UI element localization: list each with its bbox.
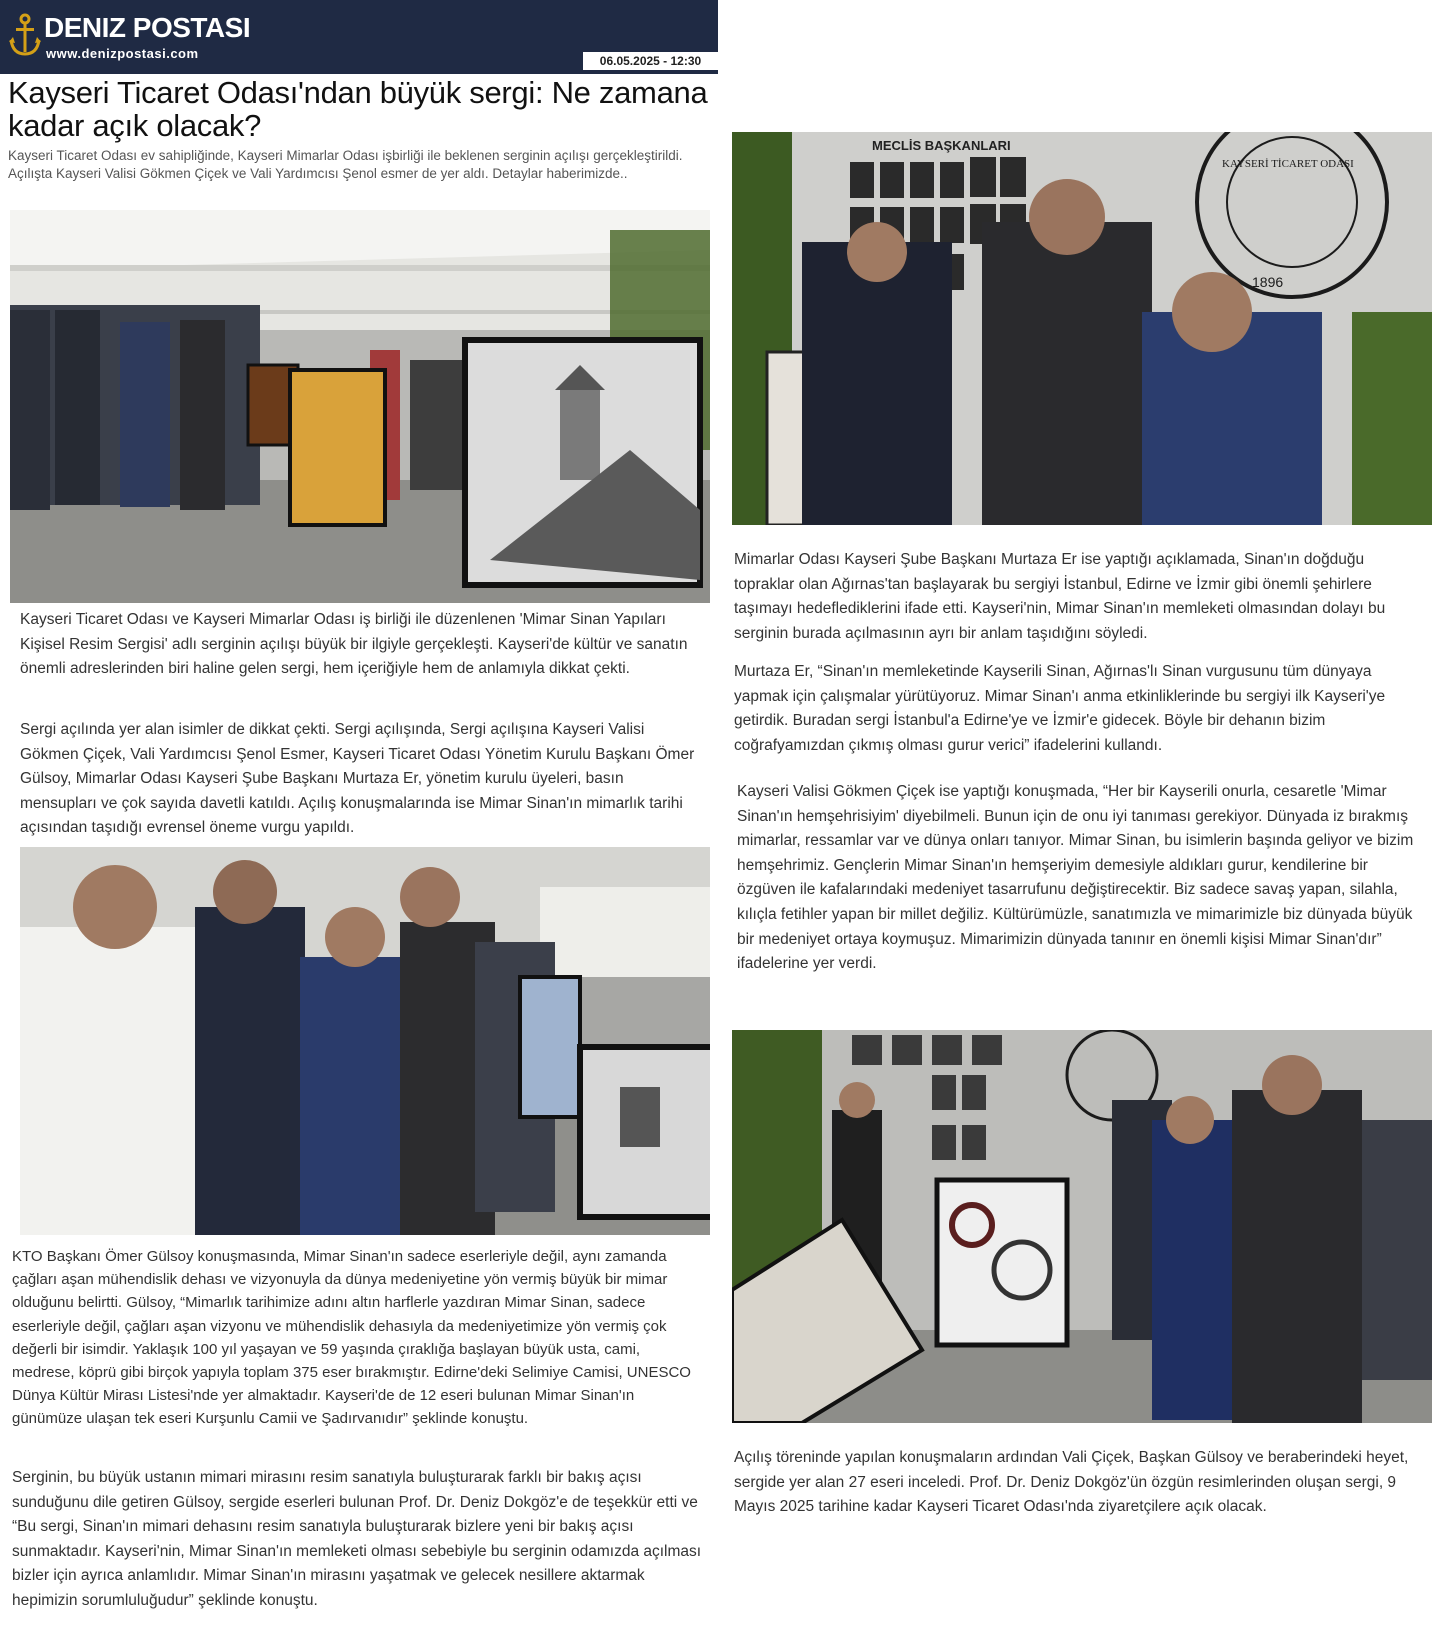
- article-photo-officials-portrait: [732, 132, 1432, 525]
- article-paragraph-8: Açılış töreninde yapılan konuşmaların ardından Vali Çiçek, Başkan Gülsoy ve beraberindeki heyet, sergide yer alan 27 eseri inceledi. Prof. Dr. Deniz Dokgöz'ün özgün resimlerinden oluşan sergi, 9 Mayıs 2025 tarihine kadar Kayseri Ticaret Odası'nda ziyaretçilere açık olacak.: [734, 1449, 1409, 1516]
- publish-date: 06.05.2025 - 12:30: [583, 52, 718, 70]
- site-logo-text[interactable]: DENIZ POSTASI: [44, 12, 251, 43]
- wall-seal-year: 1896: [1252, 274, 1284, 290]
- article-paragraph-7: Kayseri Valisi Gökmen Çiçek ise yaptığı konuşmada, “Her bir Kayserili onurla, cesaretle 'Mimar Sinan'ın hemşehrisiyim' diyebilmeli. Bunun için de onu iyi tanıması gerekiyor. Dünyada iz bırakmış mimarlar, ressamlar var ve dünya onları tanıyor. Mimar Sinan, bu isimlerin başında geliyor ve bizim hemşehrimiz. Gençlerin Mimar Sinan'ın hemşeriyim demesiyle aldıkları gurur, kendilerine bir özgüven ile kafalarındaki medeniyet tasarrufunu değiştirecektir. Biz sadece savaş yapan, silahla, kılıçla fetihler yapan bir millet değiliz. Kültürümüzle, sanatımızla ve mimarimizle biz dünyada büyük bir medeniyet ortaya koymuşuz. Mimarimizin dünyada tanınır en önemli kişisi Mimar Sinan'dır” ifadelerine yer verdi.: [737, 783, 1414, 973]
- article-paragraph-1: Kayseri Ticaret Odası ve Kayseri Mimarlar Odası iş birliği ile düzenlenen 'Mimar Sinan Yapıları Kişisel Resim Sergisi' adlı serginin açılışı büyük bir ilgiyle gerçekleşti. Kayseri'de kültür ve sanatın önemli adreslerinden biri haline gelen sergi, hem içeriğiyle hem de anlamıyla dikkat çekti.: [20, 611, 688, 678]
- article-spot: Kayseri Ticaret Odası ev sahipliğinde, Kayseri Mimarlar Odası işbirliği ile beklenen serginin açılışı gerçekleştirildi. Açılışta Kayseri Valisi Gökmen Çiçek ve Vali Yardımcısı Şenol esmer de yer aldı. Detaylar haberimizde..: [8, 148, 683, 181]
- anchor-logo-icon: [8, 12, 42, 58]
- site-url: www.denizpostasi.com: [46, 46, 199, 61]
- article-paragraph-4: Serginin, bu büyük ustanın mimari mirasını resim sanatıyla buluşturarak farklı bir bakış açısı sunduğunu dile getiren Gülsoy, sergide eserleri bulunan Prof. Dr. Deniz Dokgöz'e de teşekkür etti ve “Bu sergi, Sinan'ın mimari dehasını resim sanatıyla buluşturarak bizlere yeni bir bakış açısı sunmaktadır. Kayseri'nin, Mimar Sinan'ın memleketi olması sebebiyle bu serginin odamızda açılması bizler için ayrıca anlamlıdır. Mimar Sinan'ın mirasını yaşatmak ve gelecek nesillere aktarmak hepimizin sorumluluğudur” şeklinde konuştu.: [12, 1469, 702, 1609]
- article-photo-exhibition-hall: [10, 210, 710, 603]
- article-photo-visitors-viewing: [20, 847, 710, 1235]
- masthead-rule: [0, 70, 718, 74]
- article-paragraph-3: KTO Başkanı Ömer Gülsoy konuşmasında, Mimar Sinan'ın sadece eserleriyle değil, aynı zamanda çağları aşan mühendislik dehası ve vizyonuyla da dünya medeniyetine yön vermiş büyük bir mimar olduğunu belirtti. Gülsoy, “Mimarlık tarihimize adını altın harflerle yazdıran Mimar Sinan, sadece eserleriyle değil, çağları aşan vizyonu ve mühendislik dehasıyla da medeniyetimize yön vermiş çok değerli bir isimdir. Yaklaşık 100 yıl yaşayan ve 59 yaşında çıraklığa başlayan büyük usta, cami, medrese, köprü gibi birçok yapıyla toplam 375 eser bırakmıştır. Edirne'deki Selimiye Camisi, UNESCO Dünya Kültür Mirası Listesi'nde yer almaktadır. Kayseri'de de 12 eseri bulunan Mimar Sinan'ın günümüze ulaşan tek eseri Kurşunlu Camii ve Şadırvanıdır” şeklinde konuştu.: [12, 1248, 691, 1428]
- article-paragraph-2: Sergi açılında yer alan isimler de dikkat çekti. Sergi açılışında, Sergi açılışına Kayseri Valisi Gökmen Çiçek, Vali Yardımcısı Şenol Esmer, Kayseri Ticaret Odası Yönetim Kurulu Başkanı Ömer Gülsoy, Mimarlar Odası Kayseri Şube Başkanı Murtaza Er, yönetim kurulu üyeleri, basın mensupları ve çok sayıda davetli katıldı. Açılış konuşmalarında ise Mimar Sinan'ın mimarlık tarihi açısından taşıdığı evrensel öneme vurgu yapıldı.: [20, 721, 695, 837]
- article-paragraph-5: Mimarlar Odası Kayseri Şube Başkanı Murtaza Er ise yaptığı açıklamada, Sinan'ın doğduğu topraklar olan Ağırnas'tan başlayarak bu sergiyi İstanbul, Edirne ve İzmir gibi önemli şehirlere taşımayı hedeflediklerini ifade etti. Kayseri'nin, Mimar Sinan'ın memleketi olmasından dolayı bu serginin burada açılmasının ayrı bir anlam taşıdığını söyledi.: [734, 551, 1386, 642]
- wall-text-meclis: MECLİS BAŞKANLARI: [872, 138, 1011, 153]
- article-headline: Kayseri Ticaret Odası'ndan büyük sergi: Ne zamana kadar açık olacak?: [8, 75, 708, 143]
- article-paragraph-6: Murtaza Er, “Sinan'ın memleketinde Kayserili Sinan, Ağırnas'lı Sinan vurgusunu tüm dünyaya yapmak için çalışmalar yürütüyoruz. Mimar Sinan'ı anma etkinliklerinde bu sergiyi ilk Kayseri'ye getirdik. Buradan sergi İstanbul'a Edirne'ye ve İzmir'e gidecek. Böyle bir dehanın bizim coğrafyamızdan çıkmış olması gurur verici” ifadelerini kullandı.: [734, 663, 1386, 754]
- article-photo-governor-viewing-artwork: [732, 1030, 1432, 1423]
- wall-seal-name: KAYSERİ TİCARET ODASI: [1222, 158, 1354, 170]
